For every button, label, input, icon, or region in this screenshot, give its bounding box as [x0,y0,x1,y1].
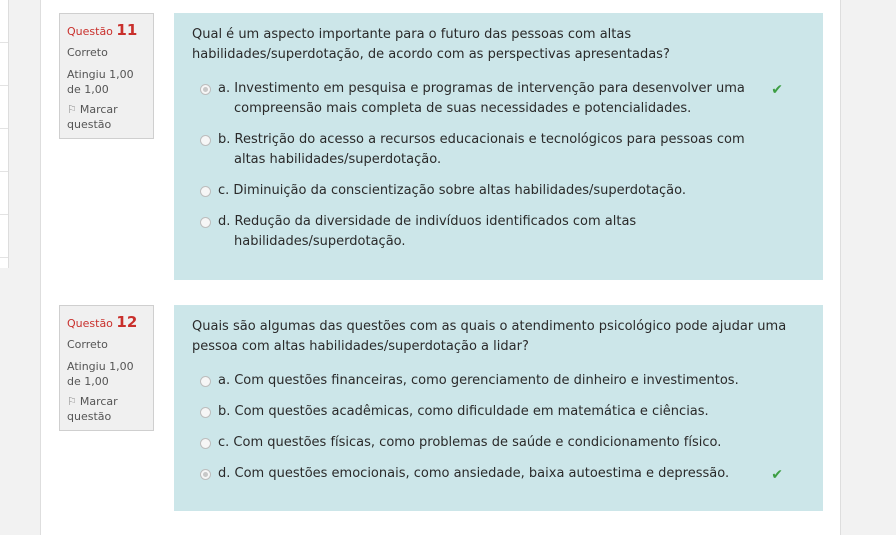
answer-text: a. Com questões financeiras, como gerenciamento de dinheiro e investimentos. [218,373,739,388]
question-content [174,305,823,511]
sidebar-row [0,172,8,215]
flag-icon: ⚐ [67,395,77,408]
answer-text: c. Diminuição da conscientização sobre altas habilidades/superdotação. [218,183,687,198]
left-sidebar-edge [0,0,9,268]
answer-option-c[interactable] [192,433,805,453]
answer-text: a. Investimento em pesquisa e programas de intervenção para desenvolver uma compreensão mais completa de suas necessidades e potencialidades. [218,81,745,116]
question-grade: Atingiu 1,00 de 1,00 [67,68,134,96]
answer-option-b[interactable] [192,402,805,422]
answer-option-b[interactable] [192,130,805,170]
question-content [174,13,823,280]
sidebar-row [0,43,8,86]
answer-option-d[interactable] [192,464,805,484]
sidebar-row [0,86,8,129]
question-text: Quais são algumas das questões com as quais o atendimento psicológico pode ajudar uma pessoa com altas habilidades/superdotação a lidar? [192,319,787,354]
answer-radio[interactable] [200,84,211,95]
answer-radio[interactable] [200,438,211,449]
answer-radio[interactable] [200,376,211,387]
answer-text: b. Restrição do acesso a recursos educacionais e tecnológicos para pessoas com altas habilidades/superdotação. [218,132,745,167]
answer-radio[interactable] [200,407,211,418]
question-grade: Atingiu 1,00 de 1,00 [67,360,134,388]
answer-option-a[interactable] [192,79,805,119]
flag-label: Marcar questão [67,103,118,131]
question-info [59,13,154,139]
sidebar-row [0,129,8,172]
question-number [67,314,146,332]
question-info [59,305,154,431]
sidebar-row [0,215,8,258]
question-label: Questão [67,25,113,38]
answer-radio[interactable] [200,469,211,480]
answer-text: b. Com questões acadêmicas, como dificuldade em matemática e ciências. [218,404,709,419]
check-icon: ✔ [771,467,783,483]
answer-list [192,79,805,252]
question-number [67,22,146,40]
flag-question-link[interactable] [67,394,146,424]
answer-option-c[interactable] [192,181,805,201]
flag-label: Marcar questão [67,395,118,423]
answer-text: c. Com questões físicas, como problemas de saúde e condicionamento físico. [218,435,722,450]
question-state: Correto [67,338,108,351]
answer-option-a[interactable] [192,371,805,391]
flag-icon: ⚐ [67,103,77,116]
flag-question-link[interactable] [67,102,146,132]
question-state: Correto [67,46,108,59]
answer-text: d. Redução da diversidade de indivíduos identificados com altas habilidades/superdotação. [218,214,637,249]
answer-radio[interactable] [200,186,211,197]
sidebar-row [0,0,8,43]
question-text: Qual é um aspecto importante para o futuro das pessoas com altas habilidades/superdotação, de acordo com as perspectivas apresentadas? [192,27,670,62]
answer-list [192,371,805,484]
check-icon: ✔ [771,82,783,98]
answer-option-d[interactable] [192,212,805,252]
question-label: Questão [67,317,113,330]
question-number-value: 11 [116,21,138,39]
answer-radio[interactable] [200,217,211,228]
question-number-value: 12 [116,313,138,331]
quiz-review-page [40,0,841,535]
answer-radio[interactable] [200,135,211,146]
answer-text: d. Com questões emocionais, como ansiedade, baixa autoestima e depressão. [218,466,730,481]
